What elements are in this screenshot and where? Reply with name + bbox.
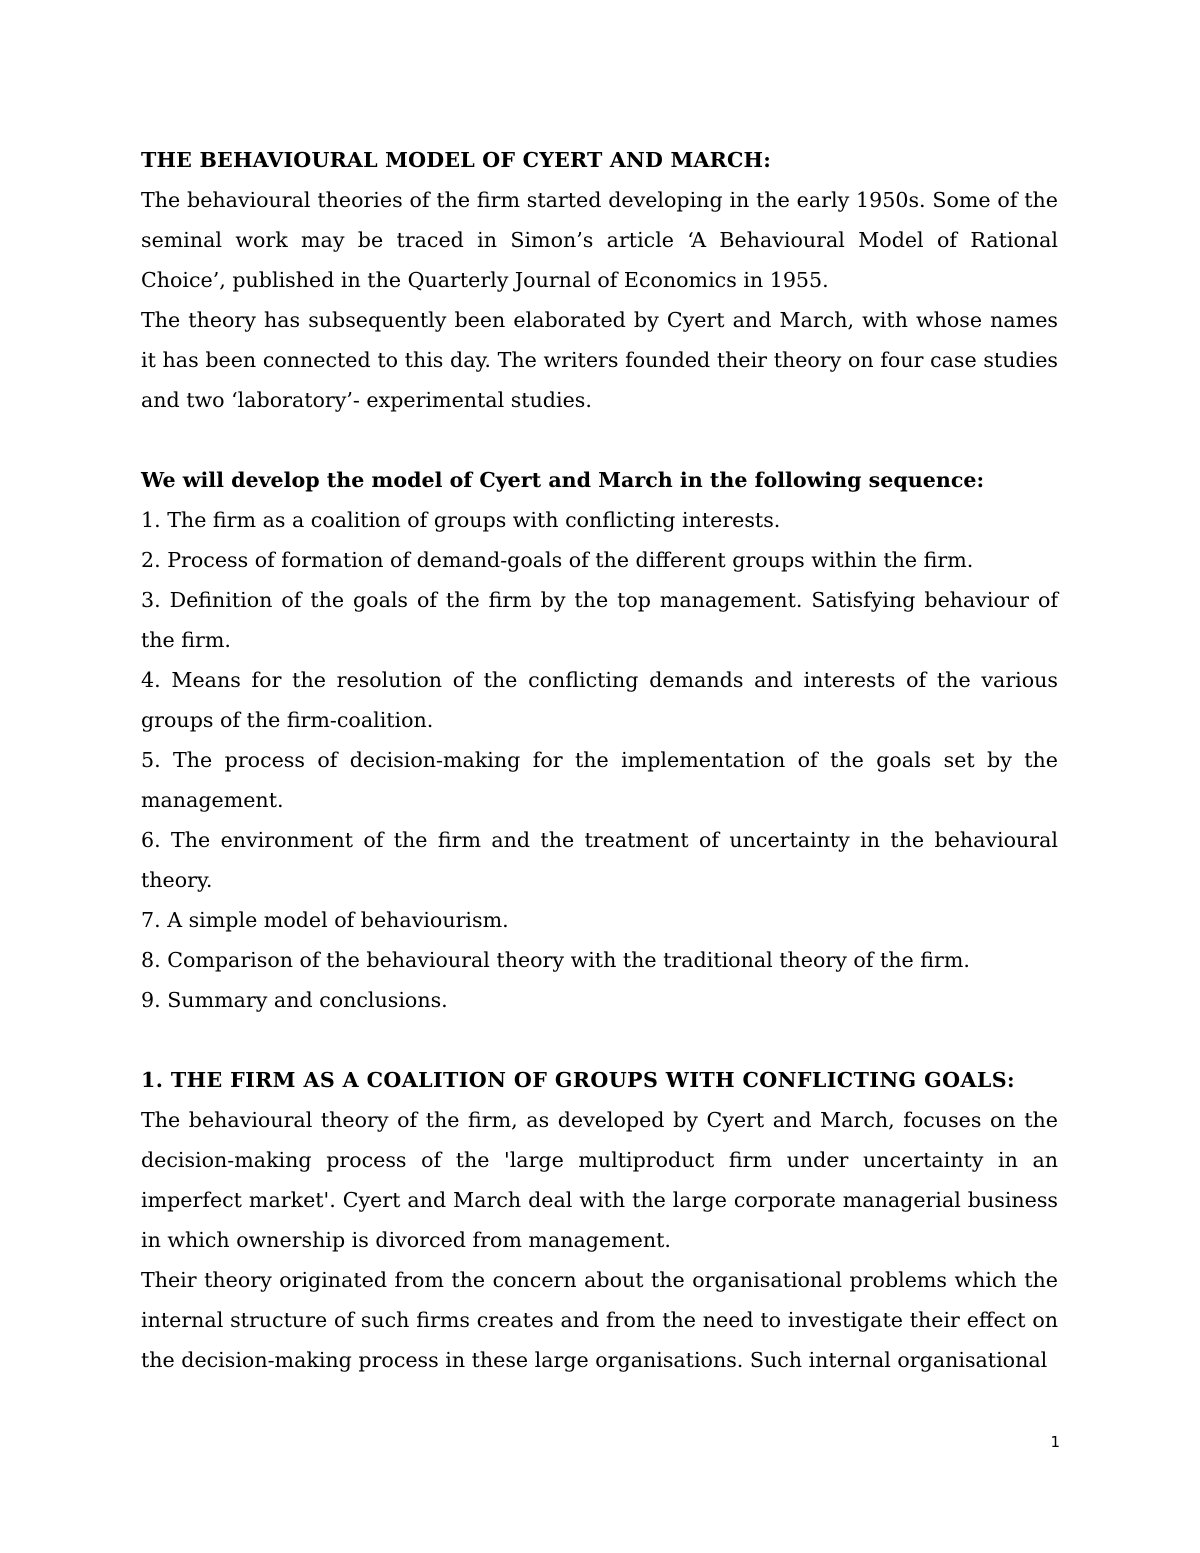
- sequence-item: 1. The firm as a coalition of groups with conflicting interests.: [141, 508, 781, 532]
- sequence-item: 9. Summary and conclusions.: [141, 988, 448, 1012]
- page-content: [141, 140, 1058, 1380]
- sequence-item: 5. The process of decision-making for the implementation of the goals set by the management.: [141, 748, 1058, 812]
- body-paragraph: The behavioural theory of the firm, as developed by Cyert and March, focuses on the decision-making process of the 'large multiproduct firm under uncertainty in an imperfect market'. Cyert and March deal with the large corporate managerial business in which ownership is divorced from management.: [141, 1108, 1058, 1252]
- sequence-item: 8. Comparison of the behavioural theory with the traditional theory of the firm.: [141, 948, 970, 972]
- sequence-item: 3. Definition of the goals of the firm by the top management. Satisfying behaviour of the firm.: [141, 588, 1058, 652]
- document-title: THE BEHAVIOURAL MODEL OF CYERT AND MARCH:: [141, 148, 772, 172]
- blank-line: [141, 420, 1058, 460]
- sequence-item: 6. The environment of the firm and the treatment of uncertainty in the behavioural theory.: [141, 828, 1058, 892]
- sequence-heading: We will develop the model of Cyert and March in the following sequence:: [141, 468, 985, 492]
- sequence-item: 2. Process of formation of demand-goals of the different groups within the firm.: [141, 548, 974, 572]
- page-number: 1: [1050, 1433, 1060, 1451]
- blank-line: [141, 1020, 1058, 1060]
- sequence-item: 4. Means for the resolution of the conflicting demands and interests of the various groups of the firm-coalition.: [141, 668, 1058, 732]
- body-paragraph: Their theory originated from the concern about the organisational problems which the internal structure of such firms creates and from the need to investigate their effect on the decision-making process in these large organisations. Such internal organisational: [141, 1268, 1058, 1372]
- intro-paragraph: The theory has subsequently been elaborated by Cyert and March, with whose names it has been connected to this day. The writers founded their theory on four case studies and two ‘laboratory’- experimental studies.: [141, 308, 1058, 412]
- sequence-item: 7. A simple model of behaviourism.: [141, 908, 509, 932]
- section-heading: 1. THE FIRM AS A COALITION OF GROUPS WITH CONFLICTING GOALS:: [141, 1068, 1015, 1092]
- intro-paragraph: The behavioural theories of the firm started developing in the early 1950s. Some of the seminal work may be traced in Simon’s article ‘A Behavioural Model of Rational Choice’, published in the Quarterly Journal of Economics in 1955.: [141, 188, 1058, 292]
